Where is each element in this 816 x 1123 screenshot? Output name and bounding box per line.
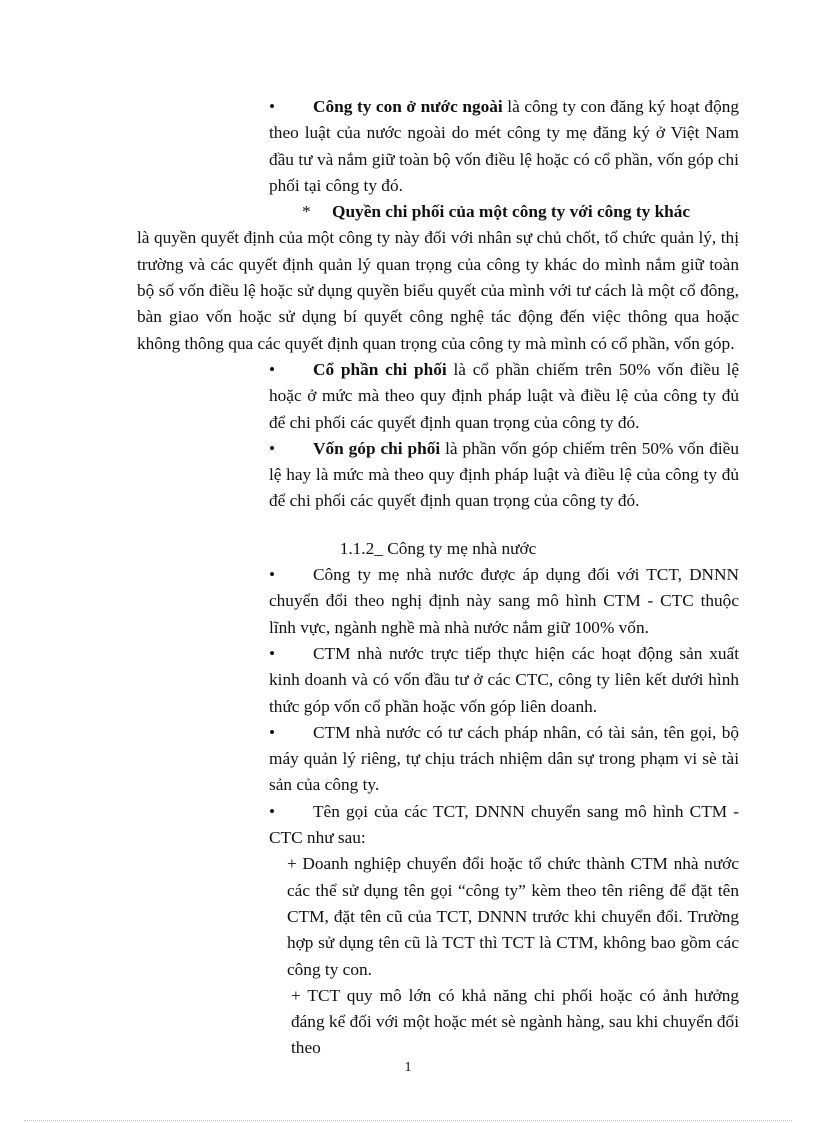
bullet-icon — [269, 562, 313, 588]
bullet-paragraph-4 — [137, 799, 739, 852]
term-controlling-shares: Cổ phần chi phối — [313, 359, 447, 379]
bullet-icon — [269, 94, 313, 120]
section-heading: 1.1.2_ Công ty mẹ nhà nước — [339, 538, 537, 558]
plus-paragraph-2: + TCT quy mô lớn có khả năng chi phối hoặc có ảnh hưởng đáng kể đối với một hoặc mét sè ngành hàng, sau khi chuyển đổi theo — [291, 985, 739, 1058]
definition-controlling-shares: là cổ phần chiếm trên 50% vốn điều lệ hoặc ở mức mà theo quy định pháp luật và điều lệ của công ty đủ để chi phối các quyết định quan trọng của công ty đó. — [269, 359, 739, 432]
asterisk-icon: * — [302, 202, 311, 222]
bullet-text-4: Tên gọi của các TCT, DNNN chuyển sang mô hình CTM - CTC như sau: — [269, 801, 739, 848]
bullet-paragraph-1 — [137, 562, 739, 641]
bullet-paragraph-3 — [137, 720, 739, 799]
bullet-icon — [269, 799, 313, 825]
paragraph-controlling-shares — [137, 357, 739, 436]
definition-control-right: là quyền quyết định của một công ty này đối với nhân sự chủ chốt, tổ chức quản lý, thị trường và các quyết định quản lý quan trọng của công ty khác do mình nắm giữ toàn bộ số vốn điều lệ hoặc sử dụng quyền biểu quyết của mình với tư cách là một cổ đông, bàn giao vốn hoặc sử dụng bí quyết công nghệ tác động đến việc thông qua hoặc không thông qua các quyết định quan trọng của công ty mà mình có cổ phần, vốn góp. — [137, 228, 739, 353]
bullet-text-2: CTM nhà nước trực tiếp thực hiện các hoạt động sản xuất kinh doanh và có vốn đầu tư ở các CTC, công ty liên kết dưới hình thức góp vốn cổ phần hoặc vốn góp liên doanh. — [269, 643, 739, 716]
bullet-text-3: CTM nhà nước có tư cách pháp nhân, có tài sản, tên gọi, bộ máy quản lý riêng, tự chịu trách nhiệm dân sự trong phạm vi sè tài sản của công ty. — [269, 722, 739, 795]
paragraph-control-right-title — [137, 199, 739, 225]
page-bottom-divider — [24, 1120, 792, 1121]
bullet-icon — [269, 720, 313, 746]
bullet-paragraph-2 — [137, 641, 739, 720]
bullet-icon — [269, 641, 313, 667]
term-foreign-subsidiary: Công ty con ở nước ngoài — [313, 97, 503, 116]
bullet-icon — [269, 436, 313, 462]
bullet-text-1: Công ty mẹ nhà nước được áp dụng đối với TCT, DNNN chuyển đổi theo nghị định này sang mô hình CTM - CTC thuộc lĩnh vực, ngành nghề mà nhà nước nắm giữ 100% vốn. — [269, 565, 739, 637]
bullet-icon — [269, 357, 313, 383]
paragraph-controlling-capital — [137, 436, 739, 515]
term-control-right: Quyền chi phối của một công ty với công ty khác — [332, 202, 691, 222]
definition-foreign-subsidiary: là công ty con đăng ký hoạt động theo luật của nước ngoài do mét công ty mẹ đăng ký ở Việt Nam đầu tư và nắm giữ toàn bộ vốn điều lệ hoặc có cổ phần, vốn góp chi phối tại công ty đó. — [269, 97, 739, 195]
plus-paragraph-1: + Doanh nghiệp chuyển đổi hoặc tổ chức thành CTM nhà nước các thể sử dụng tên gọi “công ty” kèm theo tên riêng để đặt tên CTM, đặt tên cũ của TCT, DNNN trước khi chuyển đổi. Trường hợp sử dụng tên cũ là TCT thì TCT là CTM, không bao gồm các công ty con. — [287, 854, 739, 979]
definition-controlling-capital: là phần vốn góp chiếm trên 50% vốn điều lệ hay là mức mà theo quy định pháp luật và điều lệ của công ty đủ để chi phối các quyết định quan trọng của công ty đó. — [269, 438, 739, 511]
document-body — [137, 94, 739, 1062]
page-number: 1 — [404, 1060, 412, 1075]
term-controlling-capital: Vốn góp chi phối — [313, 438, 441, 458]
paragraph-foreign-subsidiary — [137, 94, 739, 199]
